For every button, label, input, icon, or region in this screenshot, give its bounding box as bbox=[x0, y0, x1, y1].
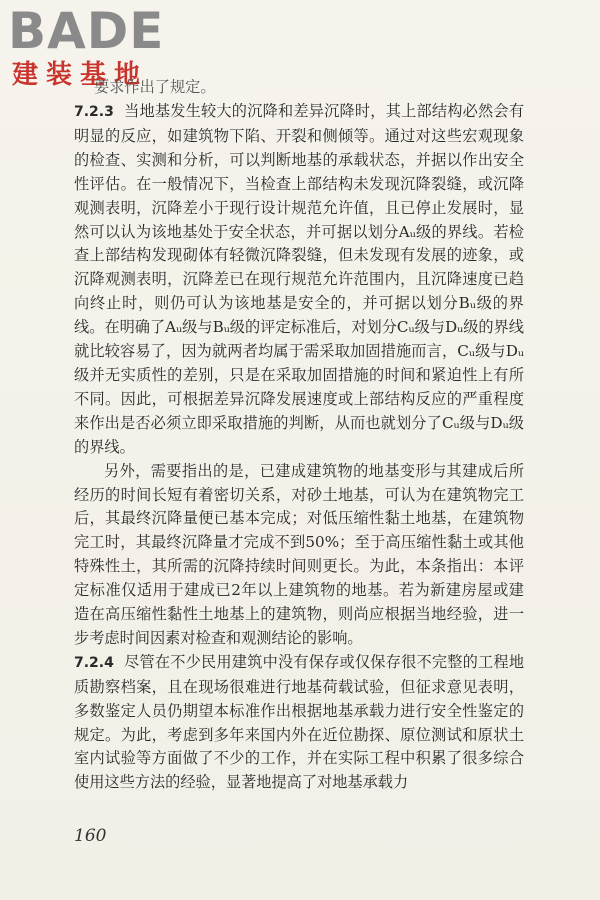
clause-text: 尽管在不少民用建筑中没有保存或仅保存很不完整的工程地质勘察档案，且在现场很难进行地基荷载试验，但征求意见表明，多数鉴定人员仍期望本标准作出根据地基承载力进行安全性鉴定的规定。为此，考虑到多年来国内外在近位勘探、原位测试和原状土室内试验等方面做了不少的工作，并在实际工程中积累了很多综合使用这些方法的经验，显著地提高了对地基承载力 bbox=[74, 652, 524, 792]
clause-number: 7.2.3 bbox=[74, 104, 114, 120]
continued-line: 要求作出了规定。 bbox=[94, 78, 216, 96]
paragraph-additional: 另外，需要指出的是，已建成建筑物的地基变形与其建成后所经历的时间长短有着密切关系，对砂土地基，可认为在建筑物完工后，其最终沉降量便已基本完成；对低压缩性黏土地基，在建筑物完工时，其最终沉降量才完成不到50%；至于高压缩性黏土或其他特殊性土，其所需的沉降持续时间则更长。为此，本条指出：本评定标准仅适用于建成已2年以上建筑物的地基。若为新建房屋或建造在高压缩性黏性土地基上的建筑物，则尚应根据当地经验，进一步考虑时间因素对检查和观测结论的影响。 bbox=[74, 461, 524, 647]
clause-7-2-3 bbox=[74, 100, 524, 460]
logo-subtext: 建装基地 bbox=[12, 60, 149, 90]
clause-text: 当地基发生较大的沉降和差异沉降时，其上部结构必然会有明显的反应，如建筑物下陷、开裂和侧倾等。通过对这些宏观现象的检查、实测和分析，可以判断地基的承载状态，并据以作出安全性评估。在一般情况下，当检查上部结构未发现沉降裂缝，或沉降观测表明，沉降差小于现行设计规范允许值，且已停止发展时，显然可以认为该地基处于安全状态，并可据以划分Aᵤ级的界线。若检查上部结构发现砌体有轻微沉降裂缝，但未发现有发展的迹象，或沉降观测表明，沉降差已在现行规范允许范围内，且沉降速度已趋向终止时，则仍可认为该地基是安全的，并可据以划分Bᵤ级的界线。在明确了Aᵤ级与Bᵤ级的评定标准后，对划分Cᵤ级与Dᵤ级的界线就比较容易了，因为就两者均属于需采取加固措施而言，Cᵤ级与Dᵤ级并无实质性的差别，只是在采取加固措施的时间和紧迫性上有所不同。因此，可根据差异沉降发展速度或上部结构反应的严重程度来作出是否必须立即采取措施的判断，从而也就划分了Cᵤ级与Dᵤ级的界线。 bbox=[74, 102, 524, 456]
page-number: 160 bbox=[74, 826, 107, 846]
body-text bbox=[74, 76, 524, 795]
clause-7-2-4 bbox=[74, 651, 524, 795]
clause-number: 7.2.4 bbox=[74, 654, 114, 671]
logo-text: BADE bbox=[8, 2, 165, 60]
